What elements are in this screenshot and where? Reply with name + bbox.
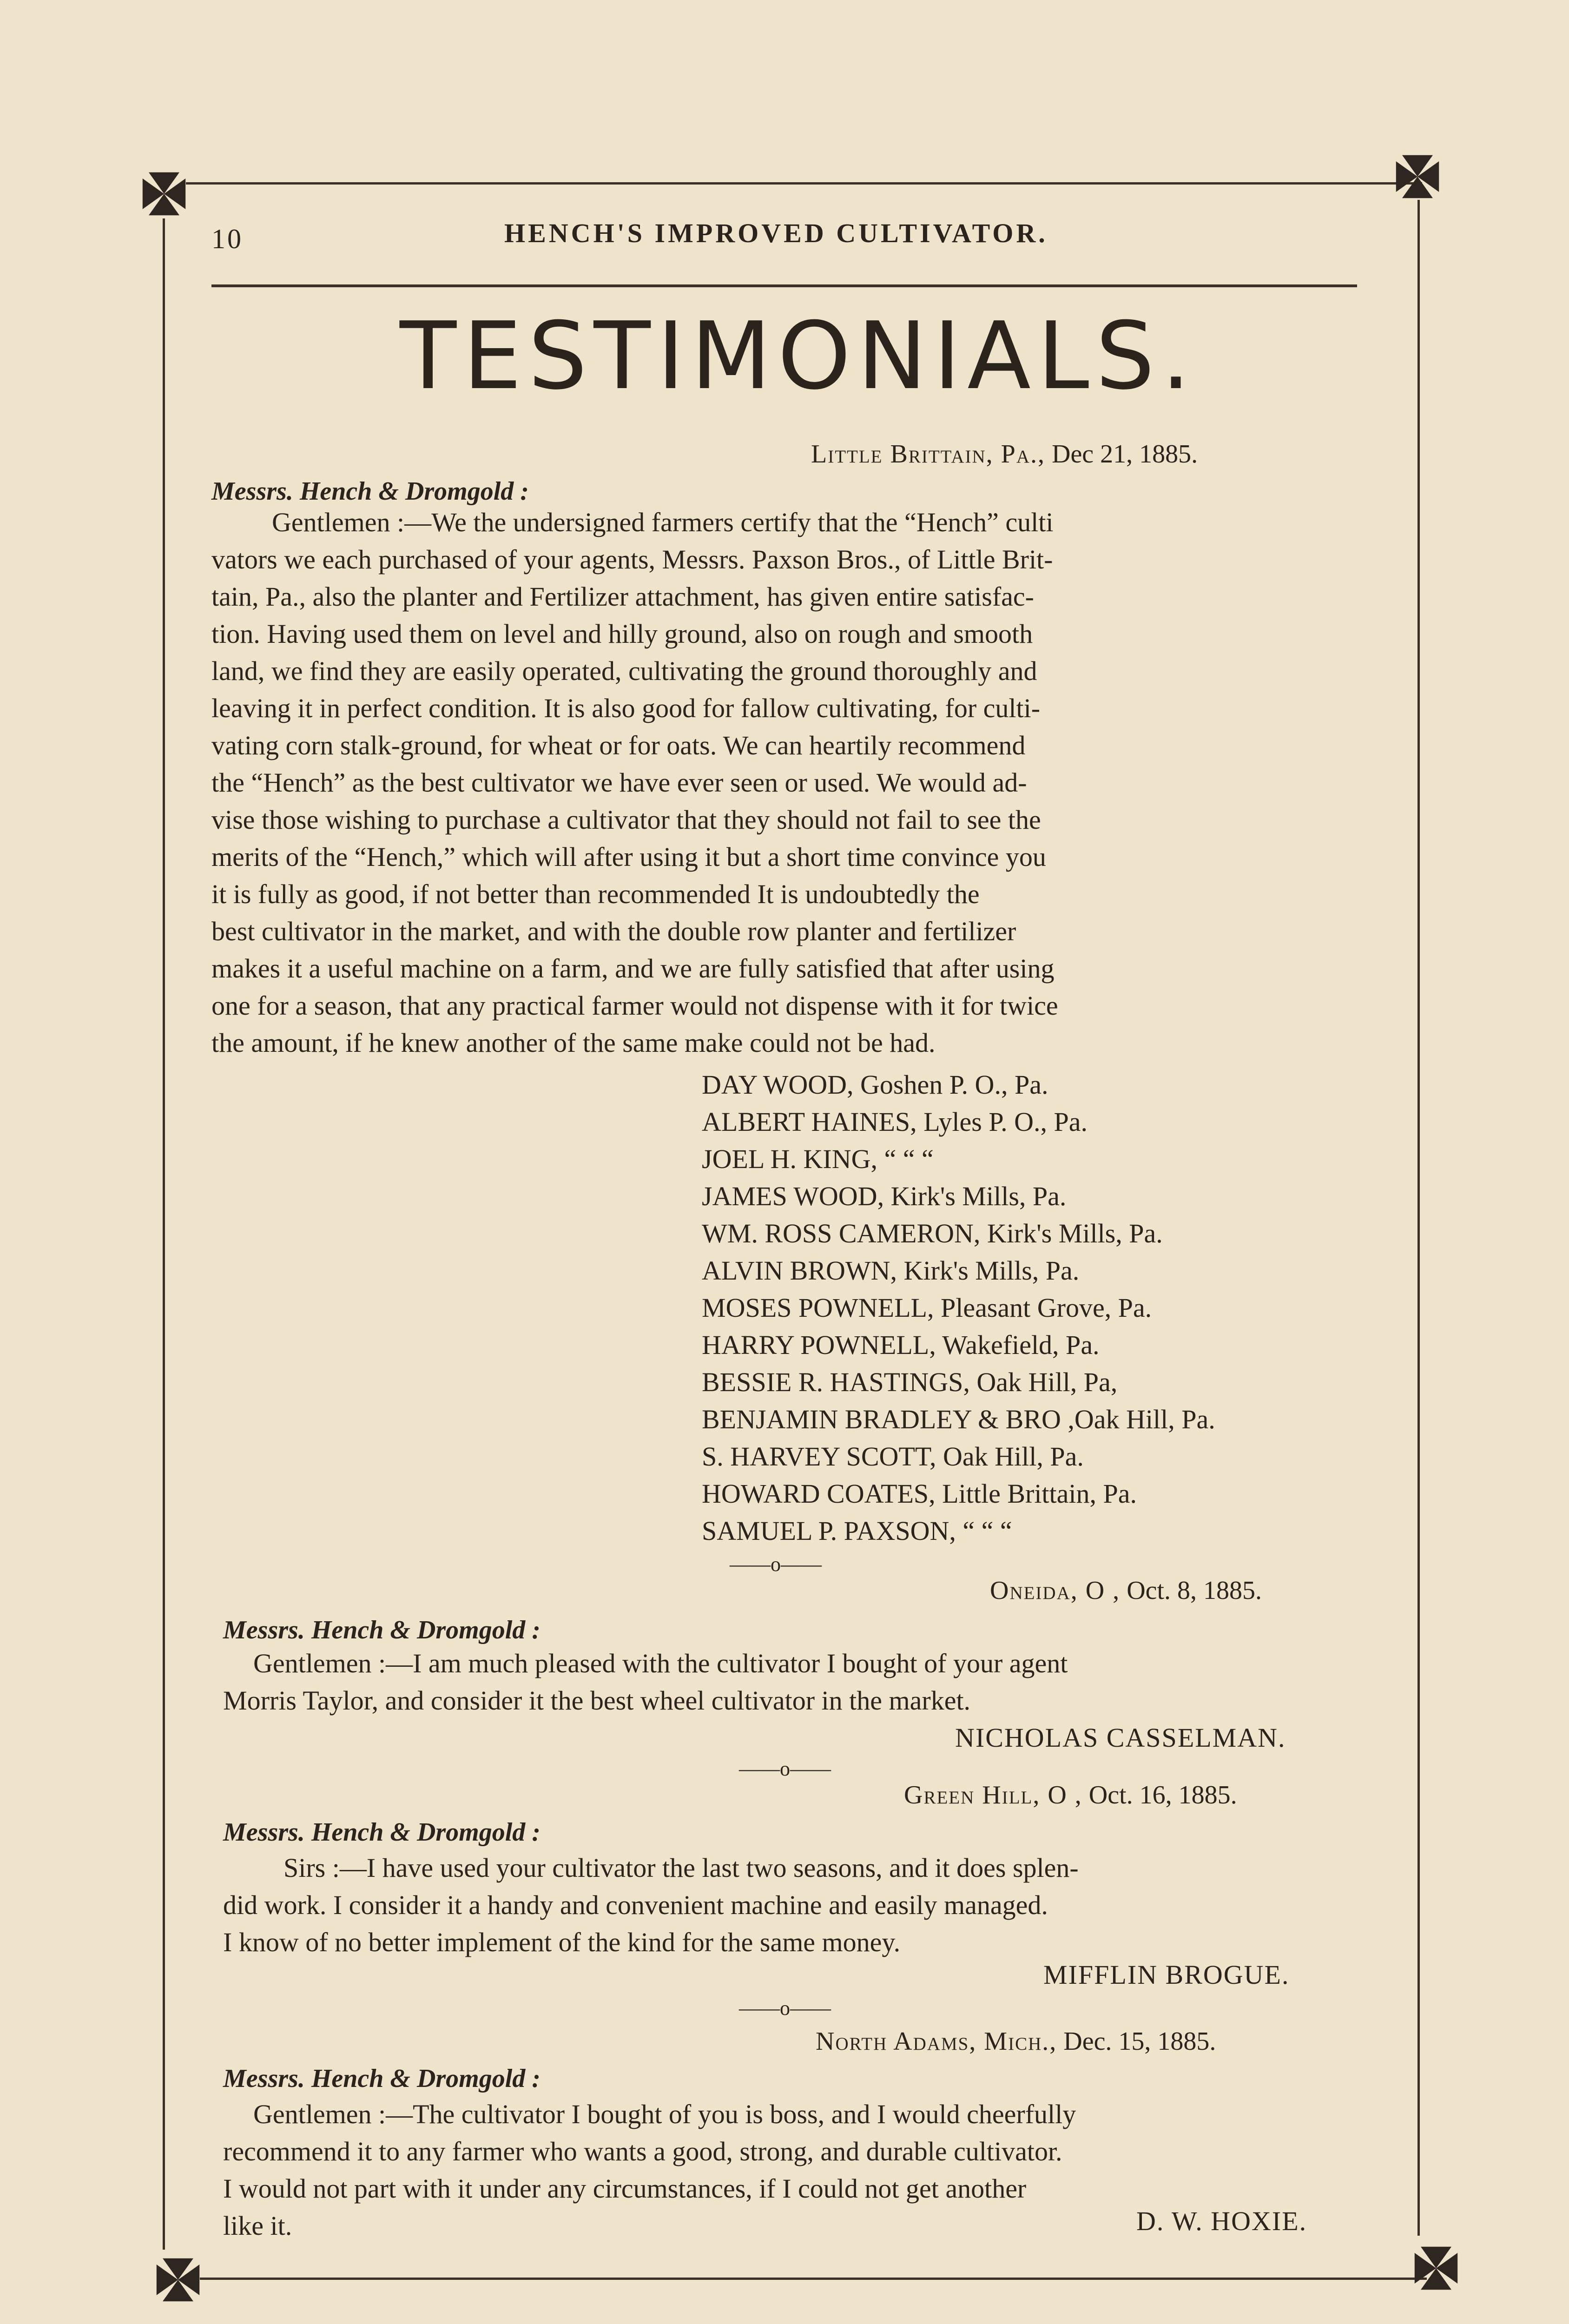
body-line: vating corn stalk-ground, for wheat or for oats. We can heartily recommend: [211, 730, 1026, 760]
salutation: Messrs. Hench & Dromgold :: [223, 2064, 541, 2093]
maltese-cross-icon: [1411, 2243, 1462, 2294]
body-line: did work. I consider it a handy and convenient machine and easily managed.: [223, 1890, 1048, 1920]
section-divider: ——o——: [739, 1757, 831, 1780]
dateline: [811, 439, 1198, 469]
signer: DAY WOOD, Goshen P. O., Pa.: [702, 1070, 1048, 1100]
salutation: Messrs. Hench & Dromgold :: [223, 1818, 541, 1847]
place-name: Green Hill, O ,: [904, 1781, 1082, 1809]
signer: WM. ROSS CAMERON, Kirk's Mills, Pa.: [702, 1218, 1163, 1248]
salutation: Messrs. Hench & Dromgold :: [211, 477, 529, 506]
body-line: makes it a useful machine on a farm, and we are fully satisfied that after using: [211, 953, 1055, 984]
body-line: recommend it to any farmer who wants a good, strong, and durable cultivator.: [223, 2136, 1062, 2166]
dateline: [990, 1576, 1262, 1605]
body-line: I would not part with it under any circumstances, if I could not get another: [223, 2173, 1027, 2204]
signer: HOWARD COATES, Little Brittain, Pa.: [702, 1479, 1137, 1509]
body-line: Gentlemen :—I am much pleased with the cultivator I bought of your agent: [253, 1648, 1068, 1678]
section-divider: ——o——: [739, 1997, 831, 2020]
body-line: vators we each purchased of your agents, Messrs. Paxson Bros., of Little Brit-: [211, 544, 1053, 574]
signer: HARRY POWNELL, Wakefield, Pa.: [702, 1330, 1100, 1360]
place-name: North Adams, Mich.,: [816, 2027, 1057, 2056]
letter-date: Dec. 15, 1885.: [1063, 2027, 1216, 2056]
signer: ALBERT HAINES, Lyles P. O., Pa.: [702, 1107, 1088, 1137]
salutation: Messrs. Hench & Dromgold :: [223, 1616, 541, 1644]
signer: MOSES POWNELL, Pleasant Grove, Pa.: [702, 1293, 1152, 1323]
place-name: Little Brittain, Pa.,: [811, 440, 1045, 469]
running-title: HENCH'S IMPROVED CULTIVATOR.: [504, 218, 1048, 248]
page-title: TESTIMONIALS.: [400, 302, 1197, 410]
signature: MIFFLIN BROGUE.: [1043, 1960, 1290, 1990]
frame-top-rule: [186, 182, 1422, 185]
signer: S. HARVEY SCOTT, Oak Hill, Pa.: [702, 1441, 1084, 1472]
frame-bottom-rule: [200, 2278, 1427, 2280]
body-line: I know of no better implement of the kind for the same money.: [223, 1927, 901, 1957]
body-line: leaving it in perfect condition. It is also good for fallow cultivating, for culti-: [211, 693, 1041, 723]
body-line: tion. Having used them on level and hilly ground, also on rough and smooth: [211, 619, 1033, 649]
maltese-cross-icon: [152, 2254, 204, 2305]
section-divider: ——o——: [730, 1553, 822, 1576]
frame-left-rule: [163, 218, 165, 2250]
body-line: Morris Taylor, and consider it the best wheel cultivator in the market.: [223, 1685, 971, 1716]
body-line: merits of the “Hench,” which will after using it but a short time convince you: [211, 842, 1046, 872]
signer: BESSIE R. HASTINGS, Oak Hill, Pa,: [702, 1367, 1118, 1397]
body-line: vise those wishing to purchase a cultivator that they should not fail to see the: [211, 805, 1041, 835]
body-line: land, we find they are easily operated, cultivating the ground thoroughly and: [211, 656, 1037, 686]
page-number: 10: [211, 224, 243, 254]
body-line: it is fully as good, if not better than recommended It is undoubtedly the: [211, 879, 980, 909]
maltese-cross-icon: [1392, 151, 1443, 202]
maltese-cross-icon: [138, 168, 190, 219]
header-underline: [211, 284, 1357, 287]
frame-right-rule: [1417, 200, 1420, 2236]
letter-date: Dec 21, 1885.: [1052, 440, 1198, 469]
signer: BENJAMIN BRADLEY & BRO ,Oak Hill, Pa.: [702, 1404, 1215, 1434]
body-line: Gentlemen :—The cultivator I bought of you is boss, and I would cheerfully: [253, 2099, 1076, 2129]
place-name: Oneida, O ,: [990, 1576, 1121, 1605]
letter-date: Oct. 8, 1885.: [1127, 1576, 1262, 1605]
body-line: best cultivator in the market, and with the double row planter and fertilizer: [211, 916, 1016, 946]
body-line: Sirs :—I have used your cultivator the last two seasons, and it does splen-: [283, 1853, 1079, 1883]
body-line: Gentlemen :—We the undersigned farmers certify that the “Hench” culti: [272, 507, 1054, 537]
signature: NICHOLAS CASSELMAN.: [955, 1723, 1286, 1753]
dateline: [816, 2027, 1216, 2056]
body-line: one for a season, that any practical farmer would not dispense with it for twice: [211, 990, 1058, 1021]
signature: D. W. HOXIE.: [1136, 2206, 1307, 2236]
body-line: tain, Pa., also the planter and Fertilizer attachment, has given entire satisfac-: [211, 581, 1034, 612]
body-line: like it.: [223, 2211, 292, 2241]
body-line: the “Hench” as the best cultivator we have ever seen or used. We would ad-: [211, 767, 1027, 798]
signer: JOEL H. KING, “ “ “: [702, 1144, 934, 1174]
signer: SAMUEL P. PAXSON, “ “ “: [702, 1516, 1012, 1546]
dateline: [904, 1780, 1237, 1810]
letter-date: Oct. 16, 1885.: [1088, 1781, 1237, 1809]
signer: JAMES WOOD, Kirk's Mills, Pa.: [702, 1181, 1067, 1211]
body-line: the amount, if he knew another of the same make could not be had.: [211, 1028, 936, 1058]
signer: ALVIN BROWN, Kirk's Mills, Pa.: [702, 1255, 1080, 1286]
